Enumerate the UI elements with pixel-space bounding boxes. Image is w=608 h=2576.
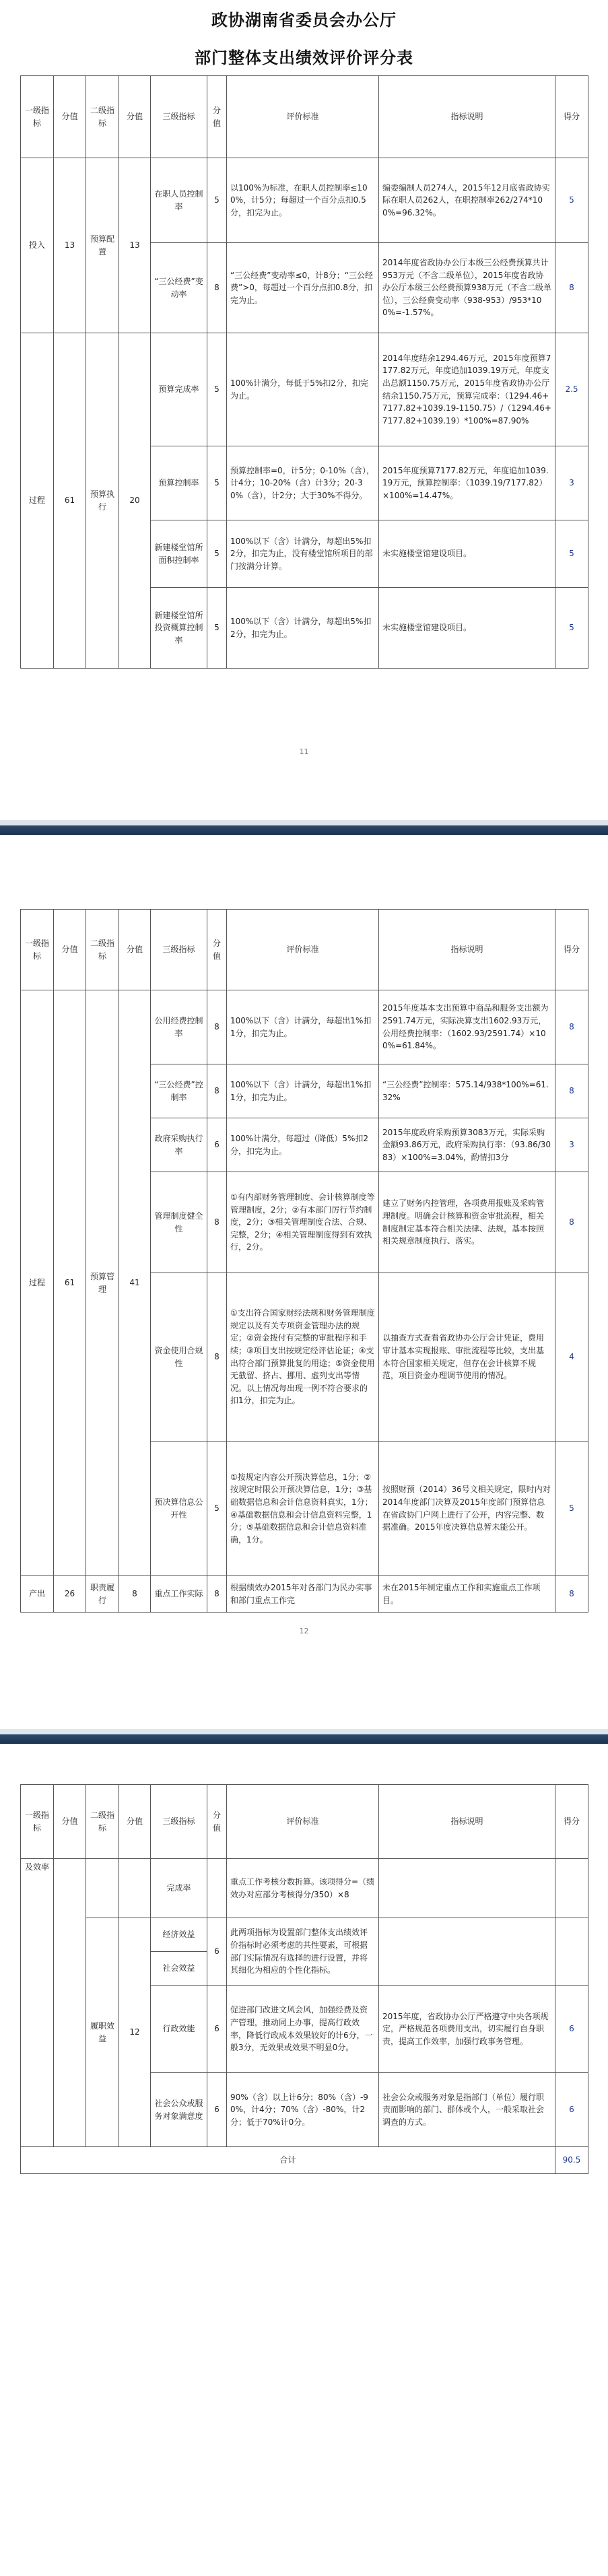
criteria-cell: 预算控制率=0，计5分；0-10%（含），计4分；10-20%（含）计3分；20-30%（含），计2分；大于30%不得分。 [227, 446, 379, 520]
total-label: 合计 [21, 2147, 555, 2174]
l3-weight: 8 [207, 1064, 227, 1118]
explain-cell: 按照财预（2014）36号文相关规定，限时内对2014年度部门决算及2015年度部门预算信息在省政协门户网上进行了公开，内容完整、数据准确。2015年度决算信息暂未能公开。 [379, 1442, 555, 1576]
l3-label: 预算完成率 [151, 333, 207, 446]
l3-weight: 5 [207, 1442, 227, 1576]
sub-budget-exec-weight: 20 [119, 333, 151, 669]
header-l2: 二级指标 [86, 910, 119, 990]
score-cell: 8 [555, 243, 588, 333]
header-criteria: 评价标准 [227, 1785, 379, 1859]
l3-weight: 5 [207, 588, 227, 669]
explain-cell: 建立了财务内控管理，各项费用报账及采购管理制度。明确会计核算和资金审批流程，相关制度制定基本符合相关法律、法规，基本按照相关规章制度执行、落实。 [379, 1172, 555, 1273]
l3-weight: 8 [207, 243, 227, 333]
sub-budget-exec: 预算执行 [86, 333, 119, 669]
score-table-page2 [20, 909, 588, 1613]
header-l2: 二级指标 [86, 76, 119, 158]
explain-cell [379, 1918, 555, 1986]
l3-weight: 5 [207, 446, 227, 520]
explain-cell: 2015年度预算7177.82万元，年度追加1039.19万元，预算控制率：（1039.19/7177.82）×100%=14.47%。 [379, 446, 555, 520]
cat-process: 过程 [21, 990, 54, 1576]
l3-label: 社会效益 [151, 1952, 207, 1986]
sub-budget-config: 预算配置 [86, 158, 119, 333]
doc-title-line2: 部门整体支出绩效评价评分表 [195, 48, 413, 67]
criteria-cell: 100%以下（含）计满分，每超出5%扣2分，扣完为止，没有楼堂馆所项目的部门按满分计算。 [227, 520, 379, 588]
score-cell: 5 [555, 1442, 588, 1576]
l3-label: 预算控制率 [151, 446, 207, 520]
l3-label: 行政效能 [151, 1986, 207, 2073]
table-row [21, 333, 588, 446]
page-separator-shadow [0, 1729, 608, 1734]
l3-label: 预决算信息公开性 [151, 1442, 207, 1576]
explain-cell: 2014年度结余1294.46万元，2015年度预算7177.82万元，年度追加1039.19万元，年度支出总额1150.75万元，2015年度省政协办公厅结余1150.75万元，预算完成率：（1294.46+7177.82+1039.19-1150.75）/（1294.46+7177.82+1039.19）*100%=87.90% [379, 333, 555, 446]
header-l1: 一级指标 [21, 76, 54, 158]
criteria-cell: 促进部门改进文风会风，加强经费及资产管理，推动同上办事，提高行政效率，降低行政成本效果较好的计6分，一般3分，无效果或效果不明显0分。 [227, 1986, 379, 2073]
l3-label: 完成率 [151, 1859, 207, 1918]
table-row [21, 1918, 588, 1952]
l3-label: 新建楼堂馆所面积控制率 [151, 520, 207, 588]
criteria-cell: “三公经费”变动率≤0，计8分；“三公经费”>0，每超过一个百分点扣0.8分，扣完为止。 [227, 243, 379, 333]
score-table-page1 [20, 75, 588, 669]
header-row [21, 76, 588, 158]
score-cell: 5 [555, 158, 588, 243]
sub-blank [86, 1859, 119, 1918]
header-w3: 分值 [207, 910, 227, 990]
header-w1: 分值 [54, 76, 86, 158]
header-criteria: 评价标准 [227, 910, 379, 990]
explain-cell: 未实施楼堂馆建设项目。 [379, 520, 555, 588]
criteria-cell: 100%计满分，每超过（降低）5%扣2分，扣完为止。 [227, 1118, 379, 1172]
l3-weight: 6 [207, 1986, 227, 2073]
cat-input: 投入 [21, 158, 54, 333]
l3-weight: 8 [207, 1576, 227, 1613]
l3-label: 政府采购执行率 [151, 1118, 207, 1172]
criteria-cell: 以100%为标准，在职人员控制率≤100%，计5分；每超过一个百分点扣0.5分，扣完为止。 [227, 158, 379, 243]
header-row [21, 1785, 588, 1859]
page-separator [0, 1734, 608, 1744]
l3-weight: 5 [207, 158, 227, 243]
criteria-cell: ①支出符合国家财经法规和财务管理制度规定以及有关专项资金管理办法的规定；②资金拨付有完整的审批程序和手续；③项目支出按规定经评估论证；④支出符合部门预算批复的用途；⑤资金使用无截留、挤占、挪用、虚列支出等情况。以上情况每出现一例不符合要求的扣1分，扣完为止。 [227, 1273, 379, 1442]
doc-title-line1: 政协湖南省委员会办公厅 [211, 10, 397, 30]
l3-weight: 5 [207, 333, 227, 446]
sub-blank-weight [119, 1859, 151, 1918]
criteria-cell: ①按规定内容公开预决算信息，1分；②按规定时限公开预决算信息，1分；③基础数据信息和会计信息资料真实，1分；④基础数据信息和会计信息资料完整，1分；⑤基础数据信息和会计信息资料准确，1分。 [227, 1442, 379, 1576]
score-cell: 2.5 [555, 333, 588, 446]
table-row [21, 1859, 588, 1918]
explain-cell: 2015年度基本支出预算中商品和服务支出额为2591.74万元，实际决算支出1602.93万元，公用经费控制率：（1602.93/2591.74）×100%=61.84%。 [379, 990, 555, 1064]
page-number: 12 [299, 1627, 309, 1635]
explain-cell: 未实施楼堂馆建设项目。 [379, 588, 555, 669]
page-1 [0, 0, 608, 815]
page-number: 11 [299, 747, 309, 756]
criteria-cell: ①有内部财务管理制度、会计核算制度等管理制度，2分；②有本部门厉行节约制度，2分；③相关管理制度合法、合规、完整，2分；④相关管理制度得到有效执行，2分。 [227, 1172, 379, 1273]
cat-efficiency: 及效率 [21, 1859, 54, 2147]
header-l3: 三级指标 [151, 910, 207, 990]
cat-process: 过程 [21, 333, 54, 669]
table-row [21, 990, 588, 1064]
score-cell [555, 1859, 588, 1918]
l3-weight: 6 [207, 2073, 227, 2147]
explain-cell: “三公经费”控制率：575.14/938*100%=61.32% [379, 1064, 555, 1118]
score-cell: 6 [555, 2073, 588, 2147]
table-row [21, 158, 588, 243]
header-w1: 分值 [54, 1785, 86, 1859]
criteria-cell: 根据绩效办2015年对各部门为民办实事和部门重点工作完 [227, 1576, 379, 1613]
cat-input-weight: 13 [54, 158, 86, 333]
header-explain: 指标说明 [379, 910, 555, 990]
header-w2: 分值 [119, 1785, 151, 1859]
cat-efficiency-weight [54, 1859, 86, 2147]
header-w2: 分值 [119, 910, 151, 990]
l3-label: 社会公众或服务对象满意度 [151, 2073, 207, 2147]
l3-weight: 8 [207, 1172, 227, 1273]
header-l3: 三级指标 [151, 76, 207, 158]
sub-duty-eff-weight: 12 [119, 1918, 151, 2147]
explain-cell: 2014年度省政协办公厅本级三公经费预算共计953万元（不含二级单位），2015年度省政协办公厅本级三公经费预算938万元（不含二级单位），三公经费变动率（938-953）/953*100%=-1.57%。 [379, 243, 555, 333]
criteria-cell: 100%以下（含）计满分，每超出1%扣1分，扣完为止。 [227, 990, 379, 1064]
header-score: 得分 [555, 1785, 588, 1859]
score-cell: 8 [555, 990, 588, 1064]
l3-label: “三公经费”变动率 [151, 243, 207, 333]
sub-duty-weight: 8 [119, 1576, 151, 1613]
l3-weight: 8 [207, 1273, 227, 1442]
score-cell: 5 [555, 520, 588, 588]
header-explain: 指标说明 [379, 76, 555, 158]
header-l2: 二级指标 [86, 1785, 119, 1859]
l3-label: 在职人员控制率 [151, 158, 207, 243]
l3-weight: 8 [207, 990, 227, 1064]
l3-weight: 5 [207, 520, 227, 588]
header-w3: 分值 [207, 1785, 227, 1859]
sub-budget-mgmt: 预算管理 [86, 990, 119, 1576]
criteria-cell: 90%（含）以上计6分；80%（含）-90%，计4分；70%（含）-80%，计2分；低于70%计0分。 [227, 2073, 379, 2147]
page-3 [0, 1751, 608, 2576]
l3-weight [207, 1859, 227, 1918]
score-cell: 4 [555, 1273, 588, 1442]
score-table-page3 [20, 1784, 588, 2174]
l3-weight: 6 [207, 1918, 227, 1986]
score-cell: 5 [555, 588, 588, 669]
criteria-cell: 100%以下（含）计满分，每超出5%扣2分，扣完为止。 [227, 588, 379, 669]
score-cell [555, 1918, 588, 1986]
table-row [21, 1576, 588, 1613]
l3-label: 重点工作实际 [151, 1576, 207, 1613]
header-criteria: 评价标准 [227, 76, 379, 158]
explain-cell: 2015年度，省政协办公厅严格遵守中央各项规定，严格规范各项费用支出，切实履行自身职责，提高工作效率，加强行政事务管理。 [379, 1986, 555, 2073]
sub-budget-config-weight: 13 [119, 158, 151, 333]
explain-cell: 以抽查方式查看省政协办公厅会计凭证，费用审计基本实现报账、审批流程等比较，支出基本符合国家相关规定，但存在会计核算不规范，项目资金办理调节使用的情况。 [379, 1273, 555, 1442]
cat-output-weight: 26 [54, 1576, 86, 1613]
sub-duty-eff: 履职效益 [86, 1918, 119, 2147]
sub-budget-mgmt-weight: 41 [119, 990, 151, 1576]
explain-cell [379, 1859, 555, 1918]
criteria-cell: 100%计满分，每低于5%扣2分，扣完为止。 [227, 333, 379, 446]
l3-label: 管理制度健全性 [151, 1172, 207, 1273]
header-w2: 分值 [119, 76, 151, 158]
cat-process-weight: 61 [54, 333, 86, 669]
page-separator [0, 825, 608, 835]
header-w3: 分值 [207, 76, 227, 158]
score-cell: 3 [555, 1118, 588, 1172]
score-cell: 3 [555, 446, 588, 520]
l3-weight: 6 [207, 1118, 227, 1172]
l3-label: 经济效益 [151, 1918, 207, 1952]
header-explain: 指标说明 [379, 1785, 555, 1859]
explain-cell: 编委编制人员274人，2015年12月底省政协实际在职人员262人，在职控制率262/274*100%=96.32%。 [379, 158, 555, 243]
l3-label: 资金使用合规性 [151, 1273, 207, 1442]
explain-cell: 2015年度政府采购预算3083万元，实际采购金额93.86万元，政府采购执行率：（93.86/3083）×100%=3.04%，酌情扣3分 [379, 1118, 555, 1172]
criteria-cell: 重点工作考核分数折算。该项得分=（绩效办对应部分考核得分/350）×8 [227, 1859, 379, 1918]
l3-label: 公用经费控制率 [151, 990, 207, 1064]
header-l1: 一级指标 [21, 1785, 54, 1859]
score-cell: 8 [555, 1064, 588, 1118]
header-l3: 三级指标 [151, 1785, 207, 1859]
header-score: 得分 [555, 910, 588, 990]
sub-duty: 职责履行 [86, 1576, 119, 1613]
header-w1: 分值 [54, 910, 86, 990]
header-score: 得分 [555, 76, 588, 158]
cat-process-weight: 61 [54, 990, 86, 1576]
page-separator-shadow [0, 820, 608, 825]
l3-label: 新建楼堂馆所投资概算控制率 [151, 588, 207, 669]
score-cell: 8 [555, 1172, 588, 1273]
explain-cell: 未在2015年制定重点工作和实施重点工作项目。 [379, 1576, 555, 1613]
explain-cell: 社会公众或服务对象是指部门（单位）履行职责而影响的部门、群体或个人，一般采取社会调查的方式。 [379, 2073, 555, 2147]
l3-label: “三公经费”控制率 [151, 1064, 207, 1118]
total-score: 90.5 [555, 2147, 588, 2174]
total-row [21, 2147, 588, 2174]
header-row [21, 910, 588, 990]
cat-output: 产出 [21, 1576, 54, 1613]
score-cell: 8 [555, 1576, 588, 1613]
score-cell: 6 [555, 1986, 588, 2073]
criteria-cell: 100%以下（含）计满分，每超出1%扣1分，扣完为止。 [227, 1064, 379, 1118]
criteria-cell: 此两项指标为设置部门整体支出绩效评价指标时必须考虑的共性要素，可根据部门实际情况有选择的进行设置，并将其细化为相应的个性化指标。 [227, 1918, 379, 1986]
header-l1: 一级指标 [21, 910, 54, 990]
page-2 [0, 842, 608, 1710]
